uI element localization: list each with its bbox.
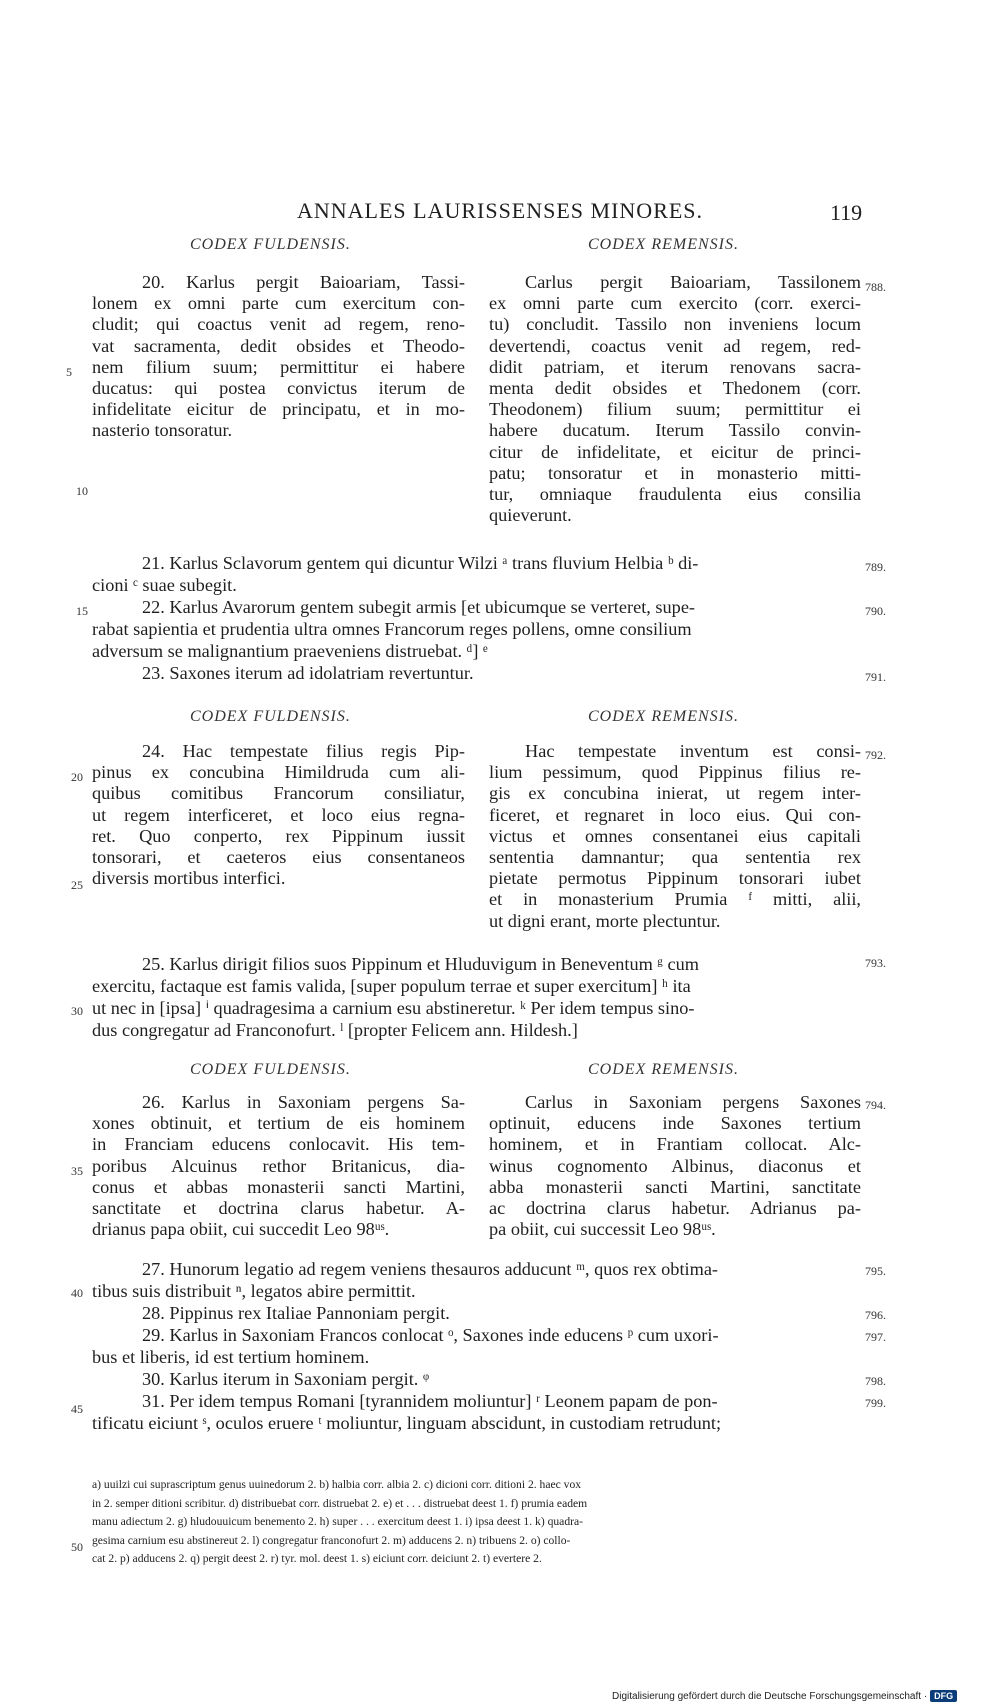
text-line: conus et abbas monasterii sancti Martini, [92, 1176, 465, 1197]
year-margin: 794. [865, 1098, 886, 1112]
footnotes [92, 1476, 862, 1569]
line-number: 50 [71, 1540, 83, 1554]
text-line: pietate permotus Pippinum tonsorari iubet [489, 868, 861, 889]
text-line: 29. Karlus in Saxoniam Francos conlocat ᵒ, Saxones inde educens ᵖ cum uxori- [142, 1325, 719, 1345]
annals-25 [92, 953, 862, 1041]
fuldensis-text-26 [92, 1092, 465, 1240]
text-line: pa obiit, cui successit Leo 98ᵘˢ. [489, 1219, 716, 1240]
text-line: cludit; qui coactus venit ad regem, reno- [92, 314, 465, 335]
text-line: didit patriam, et iterum renovans sacra- [489, 356, 861, 377]
year-margin: 797. [865, 1330, 886, 1344]
fuldensis-heading-3: CODEX FULDENSIS. [190, 1061, 351, 1078]
remensis-heading-3: CODEX REMENSIS. [588, 1061, 739, 1078]
text-line: 21. Karlus Sclavorum gentem qui dicuntur Wilzi ᵃ trans fluvium Helbia ᵇ di- [142, 553, 699, 573]
text-line: hominem, et in Frantiam collocat. Alc- [489, 1134, 861, 1155]
digitization-credit [612, 1690, 957, 1702]
text-line: menta dedit obsides et Thedonem (corr. [489, 377, 861, 398]
line-number: 20 [71, 770, 83, 784]
text-line: bus et liberis, id est tertium hominem. [92, 1347, 370, 1367]
text-line: ac doctrina clarus habetur. Adrianus pa- [489, 1197, 861, 1218]
dfg-logo: DFG [930, 1690, 957, 1702]
text-line: abba monasterii sancti Martini, sanctitate [489, 1176, 861, 1197]
footnote-line: in 2. semper ditioni scribitur. d) distribuebat corr. distruebat 2. e) et . . . distruebat deest 1. f) prumia eadem [92, 1496, 588, 1510]
text-line: exercitu, factaque est famis valida, [super populum terrae et super exercitum] ʰ ita [92, 976, 691, 996]
fuldensis-text-20 [92, 272, 465, 442]
text-line: ut nec in [ipsa] ⁱ quadragesima a carnium esu abstineretur. ᵏ Per idem tempus sino- [92, 998, 695, 1018]
text-line: 28. Pippinus rex Italiae Pannoniam pergit. [142, 1303, 450, 1323]
text-line: 22. Karlus Avarorum gentem subegit armis [et ubicumque se verteret, supe- [142, 597, 696, 617]
text-line: 25. Karlus dirigit filios suos Pippinum et Hluduvigum in Beneventum ᵍ cum [142, 954, 699, 974]
text-line: 24. Hac tempestate filius regis Pip- [142, 741, 465, 761]
text-line: 31. Per idem tempus Romani [tyrannidem moliuntur] ʳ Leonem papam de pon- [142, 1391, 718, 1411]
annals-21-23 [92, 552, 862, 684]
text-line: poribus Alcuinus rethor Britanicus, dia- [92, 1155, 465, 1176]
credit-text: Digitalisierung gefördert durch die Deutsche Forschungsgemeinschaft · [612, 1691, 928, 1702]
text-line: Theodonem) filium suum; permittitur ei [489, 399, 861, 420]
footnote-line: gesima carnium esu abstinereut 2. l) congregatur franconofurt 2. m) adducens 2. n) tribuens 2. o) collo- [92, 1533, 571, 1547]
line-number: 25 [71, 878, 83, 892]
text-line: nasterio tonsoratur. [92, 420, 233, 441]
remensis-text-20 [489, 272, 861, 526]
text-line: tibus suis distribuit ⁿ, legatos abire permittit. [92, 1281, 416, 1301]
fuldensis-heading-2: CODEX FULDENSIS. [190, 708, 351, 725]
text-line: citur de infidelitate, et eicitur de princi- [489, 441, 861, 462]
text-line: 20. Karlus pergit Baioariam, Tassi- [142, 272, 465, 292]
text-line: rabat sapientia et prudentia ultra omnes Francorum reges pollens, omne consilium [92, 619, 692, 639]
text-line: diversis mortibus interfici. [92, 868, 286, 889]
text-line: optinuit, educens inde Saxones tertium [489, 1113, 861, 1134]
remensis-text-24 [489, 741, 861, 932]
text-line: lium pessimum, quod Pippinus filius re- [489, 762, 861, 783]
text-line: tificatu eiciunt ˢ, oculos eruere ᵗ moliuntur, linguam abscidunt, in custodiam retrudunt; [92, 1413, 722, 1433]
remensis-text-26 [489, 1092, 861, 1240]
line-number: 30 [71, 1004, 83, 1018]
text-line: ut digni erant, morte plectuntur. [489, 910, 721, 931]
text-line: Carlus pergit Baioariam, Tassilonem [525, 272, 861, 292]
remensis-heading-2: CODEX REMENSIS. [588, 708, 739, 725]
text-line: ex omni parte cum exercito (corr. exerci- [489, 293, 861, 314]
year-margin: 793. [865, 956, 886, 970]
text-line: ret. Quo conperto, rex Pippinum iussit [92, 825, 465, 846]
text-line: tonsorari, et caeteros eius consentaneos [92, 846, 465, 867]
text-line: 23. Saxones iterum ad idolatriam revertuntur. [142, 663, 474, 683]
text-line: ut regem interficeret, et loco eius regna- [92, 804, 465, 825]
text-line: nem filium suum; permittitur ei habere [92, 356, 465, 377]
year-margin: 790. [865, 604, 886, 618]
line-number: 15 [76, 604, 88, 618]
text-line: quieverunt. [489, 505, 572, 526]
year-margin: 798. [865, 1374, 886, 1388]
page-number: 119 [830, 200, 863, 225]
footnote-line: manu adiectum 2. g) hludouuicum benemento 2. h) super . . . exercitum deest 1. i) ipsa deest 1. k) quadra- [92, 1515, 583, 1528]
text-line: adversum se malignantium praeveniens distruebat. ᵈ] ᵉ [92, 641, 488, 661]
text-line: sanctitate et doctrina clarus habetur. A- [92, 1197, 465, 1218]
text-line: drianus papa obiit, cui succedit Leo 98ᵘˢ. [92, 1219, 390, 1240]
year-margin: 789. [865, 560, 886, 574]
text-line: xones obtinuit, et tertium de eis hominem [92, 1113, 465, 1134]
year-margin: 796. [865, 1308, 886, 1322]
text-line: infidelitate eicitur de principatu, et in mo- [92, 399, 465, 420]
year-margin: 791. [865, 670, 886, 684]
text-line: in Franciam educens conlocavit. His tem- [92, 1134, 465, 1155]
text-line: 30. Karlus iterum in Saxoniam pergit. ᵠ [142, 1369, 430, 1389]
text-line: gis ex concubina inierat, ut regem inter- [489, 783, 861, 804]
text-line: Carlus in Saxoniam pergens Saxones [525, 1092, 861, 1112]
text-line: 27. Hunorum legatio ad regem veniens thesauros adducunt ᵐ, quos rex obtima- [142, 1259, 719, 1279]
year-margin: 799. [865, 1396, 886, 1410]
text-line: cioni ᶜ suae subegit. [92, 575, 237, 595]
text-line: lonem ex omni parte cum exercitum con- [92, 293, 465, 314]
year-margin: 795. [865, 1264, 886, 1278]
text-line: winus cognomento Albinus, diaconus et [489, 1155, 861, 1176]
year-margin: 788. [865, 280, 886, 294]
text-line: vat sacramenta, dedit obsides et Theodo- [92, 335, 465, 356]
text-line: tur, omniaque fraudulenta eius consilia [489, 483, 861, 504]
line-number: 40 [71, 1286, 83, 1300]
text-line: et in monasterium Prumia ᶠ mitti, alii, [489, 889, 861, 910]
fuldensis-text-24 [92, 741, 465, 889]
text-line: dus congregatur ad Franconofurt. ˡ [propter Felicem ann. Hildesh.] [92, 1020, 578, 1040]
year-margin: 792. [865, 748, 886, 762]
text-line: devertendi, coactus venit ad regem, red- [489, 335, 861, 356]
footnote-line: cat 2. p) adducens 2. q) pergit deest 2. r) tyr. mol. deest 1. s) eiciunt corr. deiciunt 2. t) evertere 2. [92, 1552, 542, 1565]
line-number: 5 [66, 365, 72, 379]
text-line: 26. Karlus in Saxoniam pergens Sa- [142, 1092, 465, 1112]
line-number: 10 [76, 484, 88, 498]
line-number: 45 [71, 1402, 83, 1416]
text-line: quibus comitibus Francorum consiliatur, [92, 783, 465, 804]
text-line: patu; tonsoratur et in monasterio mitti- [489, 462, 861, 483]
annals-27-31 [92, 1258, 862, 1434]
text-line: Hac tempestate inventum est consi- [525, 741, 861, 761]
line-number: 35 [71, 1164, 83, 1178]
text-line: ducatus: qui postea convictus iterum de [92, 377, 465, 398]
text-line: victus et omnes consentanei eius capitali [489, 825, 861, 846]
text-line: tu) concludit. Tassilo non inveniens locum [489, 314, 861, 335]
text-line: pinus ex concubina Himildruda cum ali- [92, 762, 465, 783]
remensis-heading-1: CODEX REMENSIS. [588, 236, 739, 253]
text-line: habere ducatum. Iterum Tassilo convin- [489, 420, 861, 441]
text-line: sententia damnantur; qua sententia rex [489, 846, 861, 867]
fuldensis-heading-1: CODEX FULDENSIS. [190, 236, 351, 253]
running-head: ANNALES LAURISSENSES MINORES. [296, 198, 704, 223]
text-line: ficeret, et regnaret in loco eius. Qui con- [489, 804, 861, 825]
footnote-line: a) uuilzi cui suprascriptum genus uuinedorum 2. b) halbia corr. albia 2. c) dicioni corr. ditioni 2. haec vox [92, 1478, 582, 1491]
